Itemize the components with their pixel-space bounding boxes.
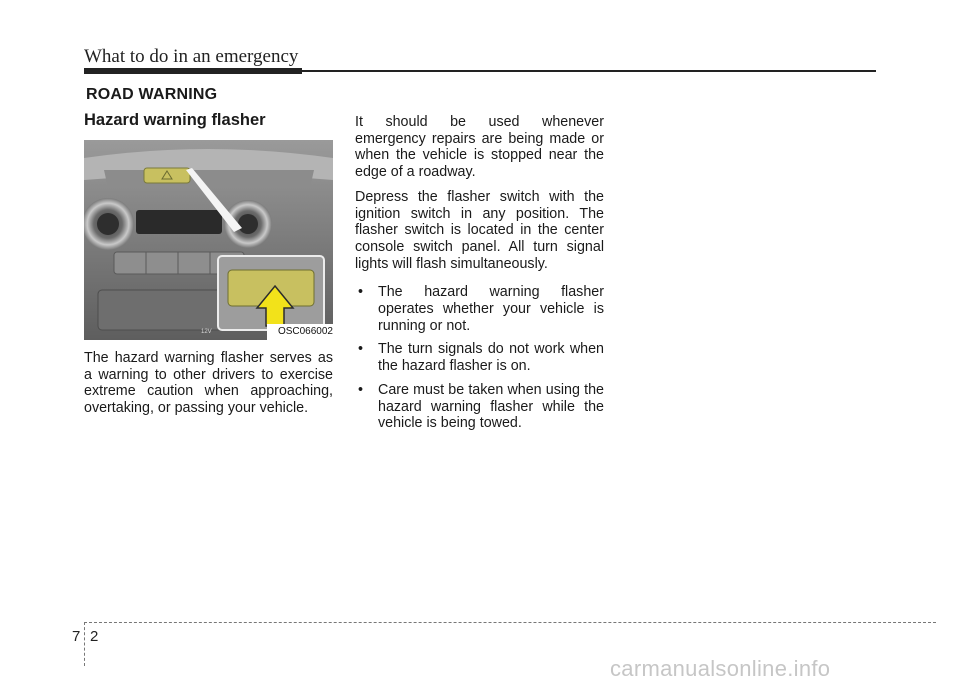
bullet-item	[355, 284, 604, 334]
right-column	[355, 114, 604, 439]
dashboard-figure	[84, 140, 333, 340]
section-header-title: What to do in an emergency	[84, 46, 299, 67]
bullet-icon: •	[358, 284, 364, 301]
dashboard-illustration	[84, 140, 333, 340]
chapter-number: 7	[72, 628, 81, 645]
bullet-item	[355, 382, 604, 432]
section-title: ROAD WARNING	[86, 86, 218, 103]
right-paragraph-2: Depress the flasher switch with the ignition switch in any position. The flasher switch is located in the center console switch panel. All turn signal lights will flash simultaneously.	[355, 188, 604, 272]
dash-label: 12V	[201, 329, 212, 335]
bullet-text: The turn signals do not work when the hazard flasher is on.	[378, 341, 604, 375]
page-number: 2	[90, 628, 99, 645]
figure-code: OSC066002	[267, 324, 333, 340]
left-paragraph: The hazard warning flasher serves as a warning to other drivers to exercise extreme caution when approaching, overtaking, or passing your vehicle.	[84, 350, 333, 417]
right-paragraph-1: It should be used whenever emergency repairs are being made or when the vehicle is stopped near the edge of a roadway.	[355, 114, 604, 181]
left-column	[84, 110, 333, 417]
header-rule-thick	[84, 68, 302, 74]
footer-rule	[84, 622, 936, 623]
footer-divider	[84, 622, 85, 666]
bullet-icon: •	[358, 381, 364, 398]
subheading: Hazard warning flasher	[84, 111, 266, 129]
header-rule-thin	[302, 70, 876, 72]
bullet-text: The hazard warning flasher operates whether your vehicle is running or not.	[378, 284, 604, 334]
bullet-item	[355, 341, 604, 374]
watermark: carmanualsonline.info	[610, 656, 831, 681]
bullet-icon: •	[358, 341, 364, 358]
bullet-list	[355, 284, 604, 432]
bullet-text: Care must be taken when using the hazard warning flasher while the vehicle is being towed.	[378, 381, 604, 432]
